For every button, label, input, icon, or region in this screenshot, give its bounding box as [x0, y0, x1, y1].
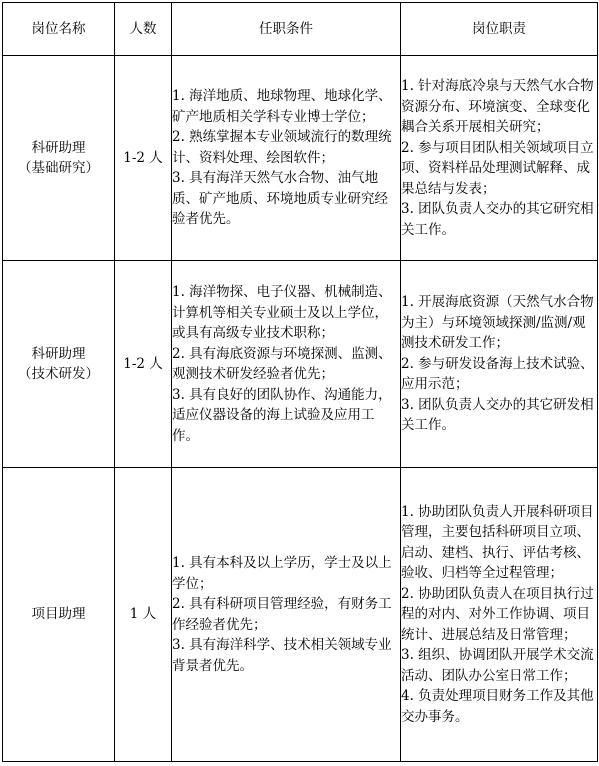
position-subtitle: （技术研发）	[18, 366, 99, 382]
header-row	[3, 3, 598, 56]
header-position-name: 岗位名称	[3, 3, 115, 56]
requirement-item: 1. 具有本科及以上学历，学士及以上学位；	[172, 555, 392, 592]
duty-item: 2. 协助团队负责人在项目执行过程的对内、对外工作协调、项目统计、进展总结及日常管理；	[401, 585, 594, 643]
position-name-cell	[3, 468, 115, 762]
header-headcount: 人数	[115, 3, 172, 56]
requirements-cell	[172, 261, 401, 468]
requirement-item: 3. 具有海洋天然气水合物、油气地质、矿产地质、环境地质专业研究经验者优先。	[172, 170, 388, 228]
headcount-cell: 1-2 人	[115, 56, 172, 261]
requirement-item: 2. 熟练掌握本专业领域流行的数理统计、资料处理、绘图软件；	[172, 129, 392, 166]
position-name: 项目助理	[31, 606, 86, 623]
position-name: 科研助理	[31, 139, 86, 156]
requirement-item: 2. 具有海底资源与环境探测、监测、观测技术研发经验者优先；	[172, 345, 392, 382]
requirements-cell	[172, 468, 401, 762]
duty-item: 1. 开展海底资源（天然气水合物为主）与环境领域探测/监测/观测技术研发工作；	[401, 294, 594, 352]
duty-item: 3. 组织、协调团队开展学术交流活动、团队办公室日常工作；	[401, 647, 594, 684]
duty-item: 1. 协助团队负责人开展科研项目管理，主要包括科研项目立项、启动、建档、执行、评估考核、验收、归档等全过程管理；	[401, 503, 594, 582]
table-row	[3, 56, 598, 261]
position-name: 科研助理	[31, 345, 86, 362]
header-requirements: 任职条件	[172, 3, 401, 56]
job-postings-table	[2, 2, 598, 762]
requirements-cell	[172, 56, 401, 261]
position-name-cell	[3, 261, 115, 468]
table-row	[3, 468, 598, 762]
duties-cell	[401, 468, 598, 762]
duty-item: 2. 参与项目团队相关领域项目立项、资料样品处理测试解释、成果总结与发表；	[401, 139, 594, 197]
headcount-cell: 1-2 人	[115, 261, 172, 468]
header-duties: 岗位职责	[401, 3, 598, 56]
requirement-item: 3. 具有海洋科学、技术相关领域专业背景者优先。	[172, 637, 392, 674]
duty-item: 3. 团队负责人交办的其它研究相关工作。	[401, 201, 594, 238]
duty-item: 3. 团队负责人交办的其它研发相关工作。	[401, 396, 594, 434]
requirement-item: 1. 海洋地质、地球物理、地球化学、矿产地质相关学科专业博士学位；	[172, 88, 392, 125]
duty-item: 4. 负责处理项目财务工作及其他交办事务。	[401, 688, 594, 725]
duties-cell	[401, 261, 598, 468]
requirement-item: 2. 具有科研项目管理经验，有财务工作经验者优先；	[172, 596, 392, 633]
duties-cell	[401, 56, 598, 261]
duty-item: 2. 参与研发设备海上技术试验、应用示范；	[401, 355, 594, 393]
position-name-cell	[3, 56, 115, 261]
requirement-item: 1. 海洋物探、电子仪器、机械制造、计算机等相关专业硕士及以上学位，或具有高级专业技术职称；	[172, 284, 392, 341]
headcount-cell: 1 人	[115, 468, 172, 762]
requirement-item: 3. 具有良好的团队协作、沟通能力，适应仪器设备的海上试验及应用工作。	[172, 386, 392, 444]
duty-item: 1. 针对海底冷泉与天然气水合物资源分布、环境演变、全球变化耦合关系开展相关研究；	[401, 78, 594, 135]
table-row	[3, 261, 598, 468]
position-subtitle: （基础研究）	[18, 160, 99, 176]
